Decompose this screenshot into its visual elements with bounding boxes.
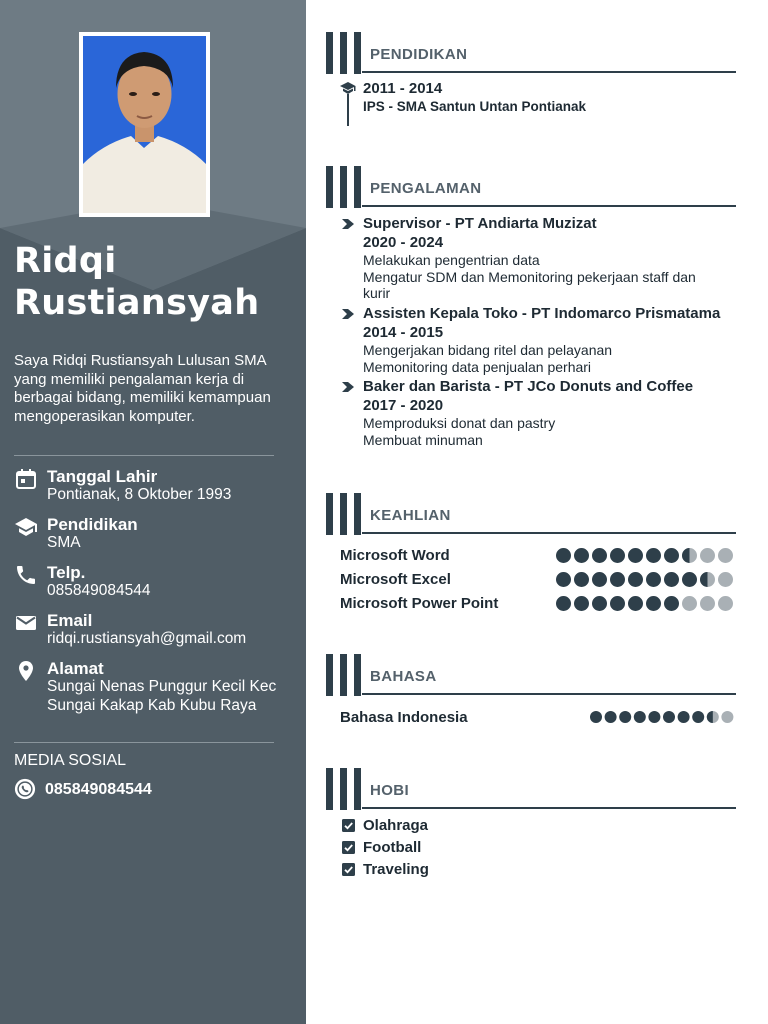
hobby-label: Traveling — [363, 861, 429, 878]
info-address-value: Sungai Nenas Punggur Kecil Kec Sungai Kakap Kab Kubu Raya — [47, 678, 277, 714]
checkbox-checked-icon — [342, 819, 355, 832]
section-skills-header — [326, 493, 736, 537]
header-bar — [354, 166, 361, 208]
rating-dot — [646, 572, 661, 587]
rating-dot — [574, 548, 589, 563]
rating-dot — [664, 548, 679, 563]
skill-name: Microsoft Excel — [340, 571, 451, 588]
rating-dot — [634, 711, 646, 723]
rating-dot — [628, 596, 643, 611]
experience-years: 2014 - 2015 — [363, 324, 444, 341]
checkbox-checked-icon — [342, 841, 355, 854]
header-bar — [354, 493, 361, 535]
section-hobbies-header — [326, 768, 736, 812]
profile-first-name: Ridqi — [14, 241, 117, 281]
email-icon — [14, 611, 38, 635]
skill-name: Microsoft Power Point — [340, 595, 499, 612]
experience-title: Supervisor - PT Andiarta Muzizat — [363, 215, 597, 232]
info-education-label: Pendidikan — [47, 515, 138, 534]
rating-dot — [646, 548, 661, 563]
chevron-right-icon — [342, 382, 354, 392]
language-row — [340, 709, 740, 729]
whatsapp-number: 085849084544 — [45, 781, 152, 798]
rating-dot — [664, 572, 679, 587]
calendar-icon — [14, 467, 38, 491]
rating-dot — [718, 572, 733, 587]
rating-dot — [718, 596, 733, 611]
profile-last-name: Rustiansyah — [14, 283, 260, 323]
education-years: 2011 - 2014 — [363, 80, 443, 97]
rating-dot — [682, 596, 697, 611]
rating-dot — [700, 548, 715, 563]
rating-dot — [628, 548, 643, 563]
section-underline — [362, 807, 736, 809]
experience-years: 2017 - 2020 — [363, 397, 444, 414]
hobby-label: Football — [363, 839, 422, 856]
section-underline — [362, 693, 736, 695]
experience-description-line: Melakukan pengentrian data — [363, 252, 540, 268]
rating-dot — [574, 596, 589, 611]
skill-name: Microsoft Word — [340, 547, 450, 564]
sidebar-divider — [14, 455, 274, 456]
experience-description — [363, 342, 723, 375]
header-bar — [326, 768, 333, 810]
header-bar — [326, 32, 333, 74]
skill-row — [340, 595, 740, 615]
info-birthdate-label: Tanggal Lahir — [47, 467, 158, 486]
rating-dot — [628, 572, 643, 587]
section-hobbies-title: HOBI — [370, 782, 410, 799]
profile-name — [14, 240, 294, 324]
experience-years: 2020 - 2024 — [363, 234, 444, 251]
checkbox-checked-icon — [342, 863, 355, 876]
profile-photo-frame — [79, 32, 210, 217]
rating-dot — [678, 711, 690, 723]
experience-title: Baker dan Barista - PT JCo Donuts and Coffee — [363, 378, 694, 395]
rating-dot — [556, 596, 571, 611]
section-languages-header — [326, 654, 736, 698]
language-name: Bahasa Indonesia — [340, 709, 468, 726]
location-pin-icon — [14, 659, 38, 683]
profile-summary: Saya Ridqi Rustiansyah Lulusan SMA yang memiliki pengalaman kerja di berbagai bidang, memiliki kemampuan mengoperasikan komputer. — [14, 352, 271, 425]
rating-dot — [610, 572, 625, 587]
rating-dot — [663, 711, 675, 723]
rating-dot — [648, 711, 660, 723]
header-bar — [340, 768, 347, 810]
rating-dot — [610, 548, 625, 563]
rating-dot — [718, 548, 733, 563]
info-education-value: SMA — [47, 534, 81, 551]
education-graduation-cap-icon — [339, 80, 357, 126]
skill-rating — [556, 572, 736, 588]
header-bar — [340, 654, 347, 696]
rating-dot — [605, 711, 617, 723]
info-birthdate-value: Pontianak, 8 Oktober 1993 — [47, 486, 232, 503]
header-bar — [326, 166, 333, 208]
rating-dot — [592, 548, 607, 563]
rating-dot — [556, 572, 571, 587]
rating-dot — [590, 711, 602, 723]
section-underline — [362, 71, 736, 73]
rating-dot — [692, 711, 704, 723]
experience-description-line: Membuat minuman — [363, 431, 483, 448]
rating-dot — [664, 596, 679, 611]
profile-photo — [83, 36, 206, 213]
rating-dot — [592, 596, 607, 611]
header-bar — [354, 32, 361, 74]
header-bar — [340, 32, 347, 74]
header-bar — [340, 166, 347, 208]
sidebar-divider-2 — [14, 742, 274, 743]
skill-row — [340, 547, 740, 567]
social-media-title: MEDIA SOSIAL — [14, 752, 127, 769]
header-bar — [354, 768, 361, 810]
section-experience-header — [326, 166, 736, 210]
rating-dot — [610, 596, 625, 611]
experience-description — [363, 252, 723, 302]
experience-description — [363, 415, 723, 448]
sidebar — [0, 0, 306, 1024]
info-phone-value: 085849084544 — [47, 582, 151, 599]
section-languages-title: BAHASA — [370, 668, 437, 685]
experience-title: Assisten Kepala Toko - PT Indomarco Prismatama — [363, 305, 721, 322]
experience-description-line: Mengatur SDM dan Memonitoring pekerjaan staff dan kurir — [363, 268, 696, 301]
chevron-right-icon — [342, 219, 354, 229]
section-skills-title: KEAHLIAN — [370, 507, 451, 524]
whatsapp-icon — [14, 778, 36, 800]
section-underline — [362, 532, 736, 534]
rating-dot — [592, 572, 607, 587]
header-bar — [354, 654, 361, 696]
header-bar — [326, 493, 333, 535]
info-email-label: Email — [47, 611, 93, 630]
rating-dot — [619, 711, 631, 723]
rating-dot — [700, 596, 715, 611]
section-underline — [362, 205, 736, 207]
chevron-right-icon — [342, 309, 354, 319]
experience-description-line: Mengerjakan bidang ritel dan pelayanan — [363, 342, 613, 358]
phone-icon — [14, 563, 38, 587]
experience-description-line: Memproduksi donat dan pastry — [363, 415, 556, 431]
hobby-label: Olahraga — [363, 817, 429, 834]
header-bar — [340, 493, 347, 535]
rating-dot — [707, 711, 719, 723]
skill-row — [340, 571, 740, 591]
experience-description-line: Memonitoring data penjualan perhari — [363, 358, 592, 375]
rating-dot — [682, 548, 697, 563]
info-address-label: Alamat — [47, 659, 104, 678]
section-experience-title: PENGALAMAN — [370, 180, 482, 197]
rating-dot — [556, 548, 571, 563]
info-phone-label: Telp. — [47, 563, 86, 582]
rating-dot — [721, 711, 733, 723]
header-bar — [326, 654, 333, 696]
info-email-value: ridqi.rustiansyah@gmail.com — [47, 630, 247, 647]
skill-rating — [556, 596, 736, 612]
rating-dot — [574, 572, 589, 587]
rating-dot — [646, 596, 661, 611]
skill-rating — [556, 548, 736, 564]
rating-dot — [700, 572, 715, 587]
language-rating — [590, 711, 740, 727]
rating-dot — [682, 572, 697, 587]
graduation-cap-icon — [14, 515, 38, 539]
section-education-title: PENDIDIKAN — [370, 46, 468, 63]
education-school: IPS - SMA Santun Untan Pontianak — [363, 99, 587, 114]
section-education-header — [326, 32, 736, 76]
